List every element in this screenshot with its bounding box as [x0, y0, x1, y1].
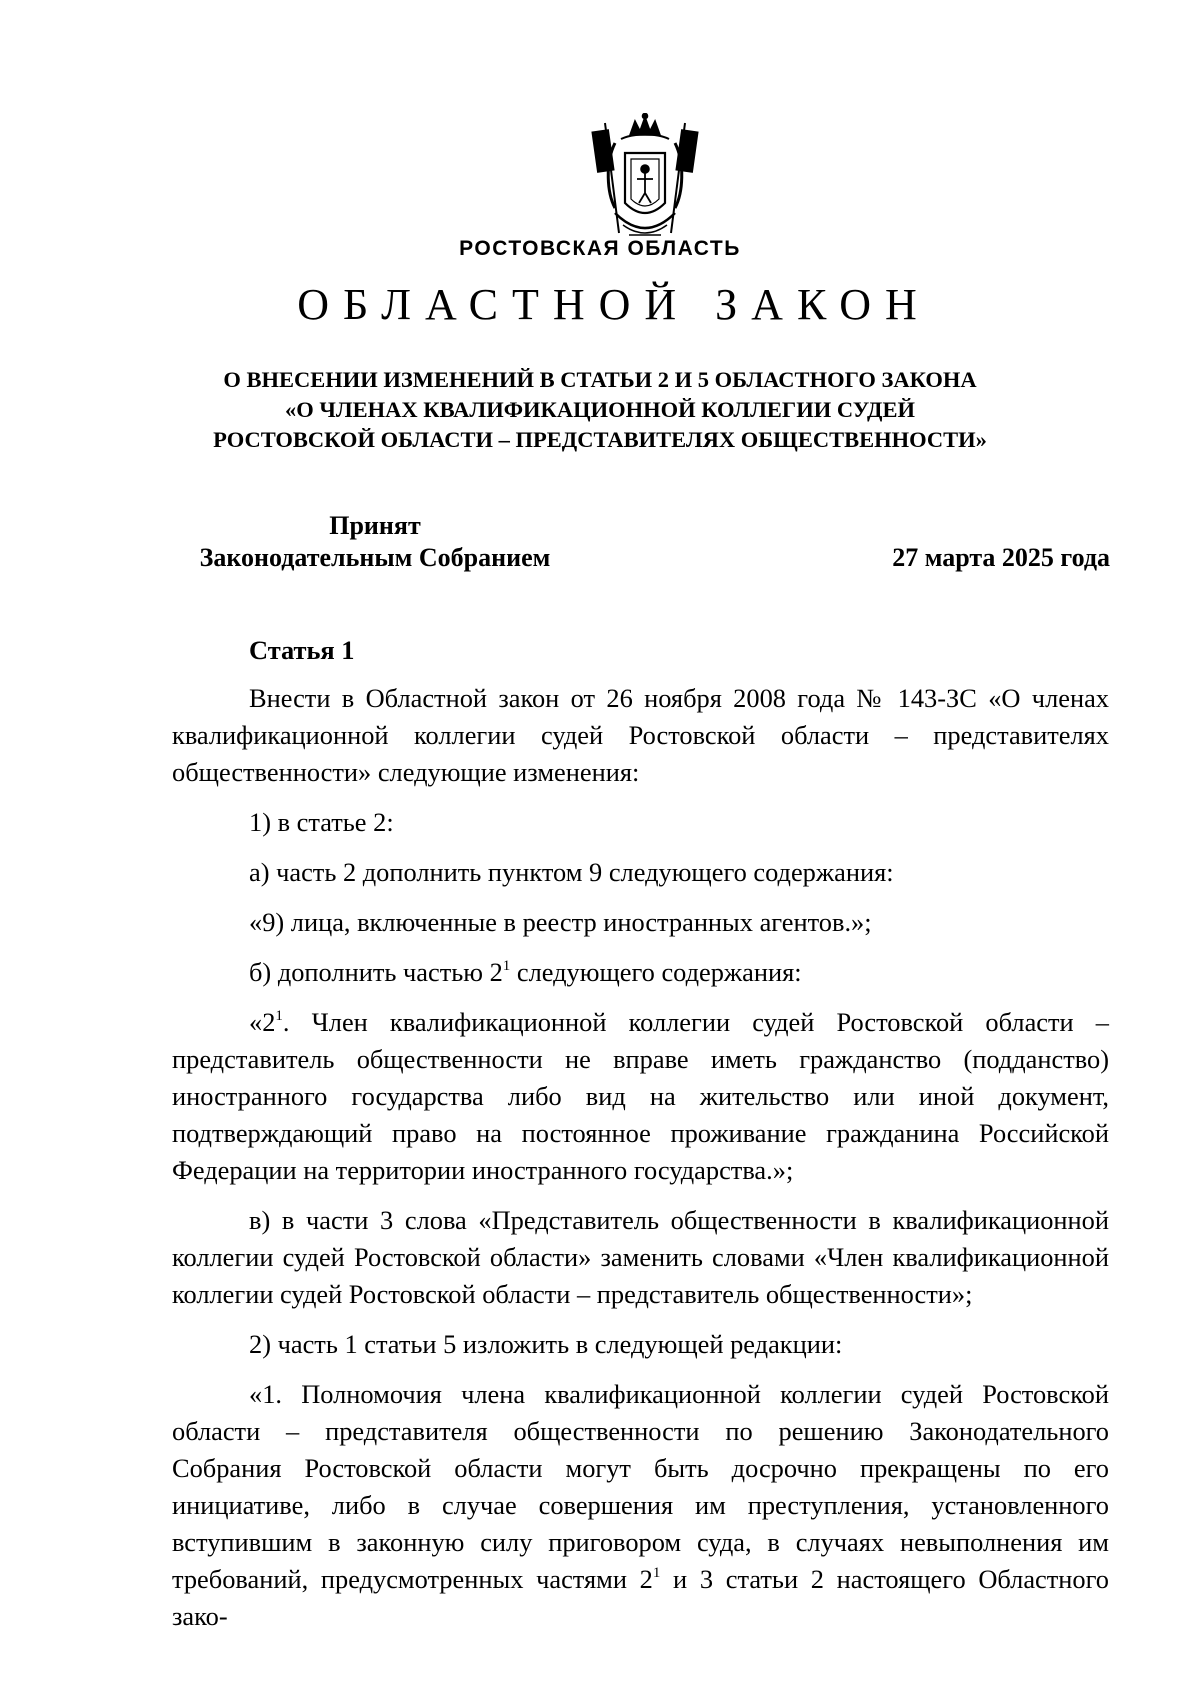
law-title-line-3: РОСТОВСКОЙ ОБЛАСТИ – ПРЕДСТАВИТЕЛЯХ ОБЩЕСТВЕННОСТИ» — [213, 427, 987, 452]
item-1b-post: следующего содержания: — [510, 957, 802, 987]
law-title-line-1: О ВНЕСЕНИИ ИЗМЕНЕНИЙ В СТАТЬИ 2 И 5 ОБЛАСТНОГО ЗАКОНА — [223, 367, 977, 392]
law-title — [0, 365, 1200, 455]
part-2-1-post: . Член квалификационной коллегии судей Ростовской области – представитель общественности не вправе иметь гражданство (подданство) иностранного государства либо вид на жительство или иной документ, подтверждающий право на постоянное проживание гражданина Российской Федерации на территории иностранного государства.»; — [172, 1007, 1109, 1185]
part-2-1-pre: «2 — [249, 1007, 276, 1037]
article-intro: Внести в Областной закон от 26 ноября 2008 года № 143-ЗС «О членах квалификационной коллегии судей Ростовской области – представителях общественности» следующие изменения: — [172, 683, 1109, 787]
document-type: ОБЛАСТНОЙ ЗАКОН — [297, 280, 931, 329]
item-2-text-pre: «1. Полномочия члена квалификационной коллегии судей Ростовской области – представителя общественности по решению Законодательного Собрания Ростовской области могут быть досрочно прекращены по его инициативе, либо в случае совершения им преступления, установленного вступившим в законную силу приговором суда, в случаях невыполнения им требований, предусмотренных частями 2 — [172, 1379, 1109, 1594]
item-1a-text: «9) лица, включенные в реестр иностранных агентов.»; — [249, 907, 872, 937]
region-name: РОСТОВСКАЯ ОБЛАСТЬ — [459, 237, 741, 260]
coat-of-arms-rostov-oblast-icon — [585, 113, 705, 253]
adoption-date: 27 марта 2025 года — [892, 543, 1110, 572]
item-1a: а) часть 2 дополнить пунктом 9 следующего содержания: — [249, 857, 894, 887]
item-1b-sup: 1 — [502, 958, 511, 974]
adoption-line-1: Принят — [329, 511, 421, 540]
law-title-line-2: «О ЧЛЕНАХ КВАЛИФИКАЦИОННОЙ КОЛЛЕГИИ СУДЕЙ — [284, 397, 916, 422]
part-2-1-sup: 1 — [275, 1008, 283, 1024]
item-2-text-sup: 1 — [652, 1565, 661, 1581]
item-2-text — [172, 1376, 1109, 1635]
item-1: 1) в статье 2: — [249, 807, 394, 837]
adoption-authority — [175, 510, 575, 574]
law-body — [172, 632, 1109, 1648]
item-1b-pre: б) дополнить частью 2 — [249, 957, 503, 987]
item-2-text-post: и 3 статьи 2 настоящего Областного зако- — [172, 1564, 1109, 1631]
item-1b — [172, 954, 1109, 991]
adoption-line-2: Законодательным Собранием — [199, 543, 551, 572]
article-heading: Статья 1 — [249, 635, 355, 665]
item-1v: в) в части 3 слова «Представитель общественности в квалификационной коллегии судей Ростовской области» заменить словами «Член квалификационной коллегии судей Ростовской области – представитель общественности»; — [172, 1205, 1109, 1309]
item-2: 2) часть 1 статьи 5 изложить в следующей редакции: — [249, 1329, 843, 1359]
part-2-1-text — [172, 1004, 1109, 1189]
